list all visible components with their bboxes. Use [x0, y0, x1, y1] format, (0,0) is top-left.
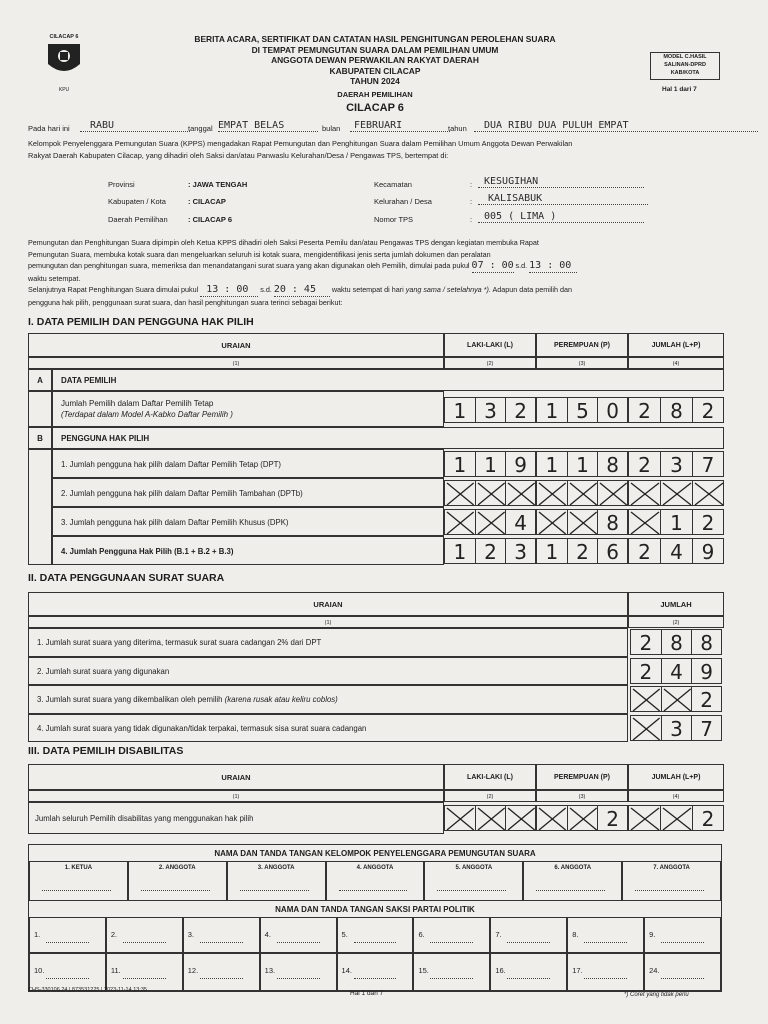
crossed-out-box — [444, 805, 475, 831]
procedure-line-5b: waktu setempat di hari — [331, 285, 404, 294]
kelurahan-value: KALISABUK — [478, 193, 648, 205]
saksi-number: 9. — [649, 930, 656, 939]
signature-line — [584, 942, 627, 943]
digit-box: 1 — [444, 397, 475, 423]
cross-mark-icon — [537, 510, 568, 536]
saksi-signature-cell[interactable] — [260, 917, 337, 953]
pada-hari-label: Pada hari ini — [28, 124, 70, 133]
kpps-signature-cell[interactable] — [622, 861, 721, 901]
kpps-signature-cell[interactable] — [227, 861, 326, 901]
count-end: 20 : 45 — [274, 284, 330, 297]
saksi-signature-cell[interactable] — [413, 953, 490, 991]
logo-text: CILACAP 6 — [49, 34, 79, 40]
saksi-number: 7. — [495, 930, 502, 939]
saksi-row-2 — [29, 953, 721, 991]
saksi-number: 3. — [187, 930, 195, 939]
signature-line — [123, 942, 166, 943]
procedure-line-4: waktu setempat. — [28, 273, 81, 283]
s1-a-letter: A — [28, 369, 52, 391]
digit-box: 3 — [661, 715, 692, 741]
s1-a-row-sub: (Terdapat dalam Model A-Kabko Daftar Pemilih ) — [61, 410, 233, 419]
saksi-number: 15. — [418, 966, 429, 975]
title-line-3: ANGGOTA DEWAN PERWAKILAN RAKYAT DAERAH — [271, 55, 479, 65]
kecamatan-value: KESUGIHAN — [478, 176, 644, 188]
crossed-out-box — [505, 805, 536, 831]
footer-code: CHS-330106.24 | 873531225 | 2023-11-14 13:35 — [28, 987, 147, 993]
tps-value: 005 ( LIMA ) — [478, 211, 644, 223]
cross-mark-icon — [476, 510, 507, 536]
bulan-value: FEBRUARI — [350, 120, 450, 132]
s2-row-values — [630, 715, 722, 741]
s1-b-spacer — [28, 449, 52, 565]
crossed-out-box — [475, 509, 506, 535]
document-title — [150, 34, 600, 87]
procedure-line-6: pengguna hak pilih, penggunaan surat suara, dan hasil penghitungan suara terinci sebagai berikut: — [28, 297, 343, 307]
s2-head-uraian: URAIAN — [28, 592, 628, 616]
digit-box: 9 — [692, 538, 724, 564]
procedure-line-5d: Adapun data pemilih dan — [492, 285, 572, 294]
location-block — [108, 176, 668, 232]
crossed-out-box — [628, 480, 660, 506]
kpu-emblem-icon — [38, 40, 90, 82]
signature-line — [46, 942, 89, 943]
cross-mark-icon — [629, 481, 661, 507]
cross-mark-icon — [598, 481, 629, 507]
s1-b-row-label: 1. Jumlah pengguna hak pilih dalam Daftar Pemilih Tetap (DPT) — [52, 449, 444, 478]
saksi-signature-cell[interactable] — [183, 953, 260, 991]
saksi-number: 16. — [495, 966, 506, 975]
title-line-4: KABUPATEN CILACAP — [329, 65, 421, 76]
digit-box: 2 — [630, 629, 661, 655]
s1-b-row-values — [444, 451, 724, 477]
tps-label: Nomor TPS — [374, 215, 414, 224]
s1-b-row-label: 4. Jumlah Pengguna Hak Pilih (B.1 + B.2 + B.3) — [52, 536, 444, 565]
dapil-label: Daerah Pemilihan — [108, 215, 168, 224]
signature-line — [354, 942, 397, 943]
signature-line — [661, 942, 704, 943]
saksi-signature-cell[interactable] — [337, 953, 414, 991]
cross-mark-icon — [693, 481, 725, 507]
digit-box: 8 — [597, 451, 628, 477]
kpps-row — [29, 861, 721, 901]
procedure-line-3: pemungutan dan penghitungan suara, memeriksa dan menandatangani surat suara yang akan digunakan oleh Pemilih, dimulai pada pukul — [28, 261, 470, 270]
kelurahan-label: Kelurahan / Desa — [374, 197, 432, 206]
s1-b-row-label: 2. Jumlah pengguna hak pilih dalam Daftar Pemilih Tambahan (DPTb) — [52, 478, 444, 507]
signature-line — [240, 890, 309, 891]
saksi-signature-cell[interactable] — [29, 917, 106, 953]
saksi-number: 12. — [187, 966, 199, 975]
count-start: 13 : 00 — [200, 284, 258, 297]
s2-row-values — [630, 629, 722, 655]
s3-head-p: PEREMPUAN (P) — [536, 764, 628, 790]
saksi-number: 1. — [34, 930, 41, 939]
digit-box: 1 — [536, 451, 567, 477]
saksi-signature-cell[interactable] — [644, 953, 721, 991]
crossed-out-box — [660, 480, 692, 506]
digit-box: 2 — [475, 538, 506, 564]
crossed-out-box — [567, 509, 598, 535]
digit-box: 9 — [691, 658, 722, 684]
section-1-table — [28, 333, 724, 565]
saksi-signature-cell[interactable] — [106, 953, 183, 991]
procedure-line-2: Pemungutan Suara, membuka kotak suara dan mengeluarkan seluruh isi kotak suara, mengidentifikasi jenis serta jumlah dokumen dan peralatan — [28, 249, 491, 259]
digit-box: 1 — [660, 509, 692, 535]
s2-row-text: 2. Jumlah surat suara yang digunakan — [37, 666, 170, 676]
signature-line — [507, 942, 550, 943]
daerah-value: CILACAP 6 — [346, 102, 404, 114]
section-2-title: II. DATA PENGGUNAAN SURAT SUARA — [28, 572, 225, 584]
digit-box: 2 — [692, 805, 724, 831]
cross-mark-icon — [631, 687, 662, 713]
cross-mark-icon — [506, 806, 537, 832]
digit-box: 1 — [475, 451, 506, 477]
s1-num-1: (1) — [28, 357, 444, 369]
digit-box: 8 — [691, 629, 722, 655]
cross-mark-icon — [568, 806, 599, 832]
saksi-number: 13. — [264, 966, 276, 975]
crossed-out-box — [661, 686, 692, 712]
saksi-signature-cell[interactable] — [413, 917, 490, 953]
saksi-signature-cell[interactable] — [644, 917, 721, 953]
digit-box: 4 — [660, 538, 692, 564]
s1-b-row-values — [444, 509, 724, 535]
digit-box: 3 — [505, 538, 536, 564]
logo-bottom-text: KPU — [58, 87, 70, 93]
section-2-table — [28, 592, 724, 742]
cross-mark-icon — [662, 687, 693, 713]
digit-box: 9 — [505, 451, 536, 477]
s1-b-letter: B — [28, 427, 52, 449]
saksi-signature-cell[interactable] — [260, 953, 337, 991]
s2-row-text: 3. Jumlah surat suara yang dikembalikan oleh pemilih — [37, 695, 223, 704]
digit-box: 2 — [597, 805, 628, 831]
kpps-role: 6. ANGGOTA — [554, 865, 592, 871]
procedure-line-5c: yang sama / setelahnya *). — [405, 285, 491, 294]
footer-page: Hal 1 dari 7 — [350, 990, 384, 997]
digit-box: 1 — [536, 538, 567, 564]
s3-head-l: LAKI-LAKI (L) — [444, 764, 536, 790]
kabkota-value: : CILACAP — [188, 197, 226, 206]
saksi-signature-cell[interactable] — [183, 917, 260, 953]
signature-line — [584, 978, 627, 979]
cross-mark-icon — [476, 806, 507, 832]
crossed-out-box — [536, 805, 567, 831]
signature-line — [123, 978, 166, 979]
saksi-signature-cell[interactable] — [337, 917, 414, 953]
page-label: Hal 1 dari 7 — [662, 86, 697, 93]
s3-num-2: (2) — [444, 790, 536, 802]
digit-box: 1 — [444, 451, 475, 477]
crossed-out-box — [475, 480, 506, 506]
saksi-signature-cell[interactable] — [490, 953, 567, 991]
saksi-signature-cell[interactable] — [567, 953, 644, 991]
kelurahan-colon: : — [470, 197, 473, 206]
end-time: 13 : 00 — [529, 260, 577, 273]
cross-mark-icon — [568, 510, 599, 536]
s3-values — [444, 805, 724, 831]
saksi-row-1 — [29, 917, 721, 953]
digit-box: 8 — [661, 629, 692, 655]
crossed-out-box — [597, 480, 628, 506]
s1-b-rows — [52, 449, 724, 565]
digit-box: 6 — [597, 538, 628, 564]
crossed-out-box — [628, 805, 660, 831]
saksi-signature-cell[interactable] — [106, 917, 183, 953]
cross-mark-icon — [537, 806, 568, 832]
digit-box: 2 — [567, 538, 598, 564]
saksi-signature-cell[interactable] — [490, 917, 567, 953]
digit-box: 5 — [567, 397, 598, 423]
cross-mark-icon — [445, 481, 476, 507]
digit-box: 1 — [444, 538, 475, 564]
s1-a-row-label: Jumlah Pemilih dalam Daftar Pemilih Tetap — [61, 399, 214, 408]
signature-line — [635, 890, 704, 891]
digit-box: 4 — [661, 658, 692, 684]
s1-num-2: (2) — [444, 357, 536, 369]
tanggal-label: tanggal — [188, 124, 213, 133]
daerah-label: DAERAH PEMILIHAN — [337, 90, 413, 99]
kpps-signature-cell[interactable] — [424, 861, 523, 901]
saksi-number: 11. — [110, 966, 121, 975]
s1-b-row-values — [444, 538, 724, 564]
s3-head-j: JUMLAH (L+P) — [628, 764, 724, 790]
provinsi-label: Provinsi — [108, 180, 135, 189]
model-line-2: SALINAN-DPRD — [664, 62, 706, 68]
signature-line — [437, 890, 506, 891]
s3-row-label: Jumlah seluruh Pemilih disabilitas yang menggunakan hak pilih — [28, 802, 444, 834]
s1-b-row-values — [444, 480, 724, 506]
tahun-label: tahun — [448, 124, 467, 133]
signature-line — [354, 978, 397, 979]
s3-head-uraian: URAIAN — [28, 764, 444, 790]
s1-head-uraian: URAIAN — [28, 333, 444, 357]
crossed-out-box — [630, 686, 661, 712]
sd-2: s.d. — [260, 285, 272, 294]
crossed-out-box — [660, 805, 692, 831]
cross-mark-icon — [445, 510, 476, 536]
signature-line — [430, 942, 473, 943]
intro-para-1: Kelompok Penyelenggara Pemungutan Suara (KPPS) mengadakan Rapat Pemungutan dan Penghitungan Suara dalam Pemilihan Umum Anggota Dewan Perwakilan — [28, 139, 573, 148]
s3-num-3: (3) — [536, 790, 628, 802]
s1-b-title: PENGGUNA HAK PILIH — [52, 427, 724, 449]
kecamatan-colon: : — [470, 180, 473, 189]
cross-mark-icon — [629, 510, 661, 536]
s3-num-1: (1) — [28, 790, 444, 802]
s2-row-text: 4. Jumlah surat suara yang tidak digunakan/tidak terpakai, termasuk sisa surat suara cadangan — [37, 723, 367, 733]
kpps-role: 4. ANGGOTA — [356, 865, 394, 871]
saksi-number: 2. — [110, 930, 118, 939]
digit-box: 2 — [505, 397, 536, 423]
s1-head-l: LAKI-LAKI (L) — [444, 333, 536, 357]
cross-mark-icon — [629, 806, 661, 832]
signature-line — [536, 890, 605, 891]
saksi-signature-cell[interactable] — [567, 917, 644, 953]
digit-box: 2 — [691, 686, 722, 712]
procedure-line-5-row — [28, 284, 758, 297]
intro-line — [28, 122, 748, 136]
start-time: 07 : 00 — [471, 260, 514, 271]
s1-a-values — [444, 397, 724, 423]
kpps-title: NAMA DAN TANDA TANGAN KELOMPOK PENYELENGGARA PEMUNGUTAN SUARA — [214, 849, 536, 858]
s2-row-values — [630, 658, 722, 684]
digit-box: 2 — [692, 509, 724, 535]
cross-mark-icon — [661, 481, 693, 507]
tps-colon: : — [470, 215, 473, 224]
model-line-1: MODEL C.HASIL — [663, 54, 707, 60]
digit-box: 2 — [628, 538, 660, 564]
s3-num-4: (4) — [628, 790, 724, 802]
kpps-signature-cell[interactable] — [29, 861, 128, 901]
kpps-role: 5. ANGGOTA — [455, 865, 493, 871]
intro-para-2: Rakyat Daerah Kabupaten Cilacap, yang dihadiri oleh Saksi dan/atau Panwaslu Kelurahan/Desa / Pengawas TPS, bertempat di: — [28, 151, 449, 160]
title-line-2: DI TEMPAT PEMUNGUTAN SUARA DALAM PEMILIHAN UMUM — [251, 44, 499, 55]
s1-head-p: PEREMPUAN (P) — [536, 333, 628, 357]
signature-line — [42, 890, 111, 891]
s2-num-2: (2) — [628, 616, 724, 628]
digit-box: 2 — [628, 397, 660, 423]
provinsi-value: : JAWA TENGAH — [188, 180, 248, 189]
cross-mark-icon — [568, 481, 599, 507]
s1-num-4: (4) — [628, 357, 724, 369]
crossed-out-box — [692, 480, 724, 506]
s2-row-label — [28, 628, 628, 657]
kpps-role: 2. ANGGOTA — [158, 865, 196, 871]
saksi-signature-cell[interactable] — [29, 953, 106, 991]
s2-row-label — [28, 685, 628, 714]
signature-line — [507, 978, 550, 979]
crossed-out-box — [536, 480, 567, 506]
cross-mark-icon — [631, 716, 662, 742]
crossed-out-box — [536, 509, 567, 535]
signature-line — [661, 978, 704, 979]
bulan-label: bulan — [322, 124, 341, 133]
crossed-out-box — [444, 480, 475, 506]
digit-box: 4 — [505, 509, 536, 535]
digit-box: 7 — [691, 715, 722, 741]
saksi-title: NAMA DAN TANDA TANGAN SAKSI PARTAI POLITIK — [275, 905, 475, 914]
kpps-signature-cell[interactable] — [128, 861, 227, 901]
saksi-number: 10. — [34, 966, 45, 975]
crossed-out-box — [630, 715, 661, 741]
s2-num-1: (1) — [28, 616, 628, 628]
hari-value: RABU — [80, 120, 190, 132]
signature-block — [28, 844, 722, 992]
signature-line — [200, 978, 243, 979]
title-line-5: TAHUN 2024 — [350, 76, 400, 86]
crossed-out-box — [475, 805, 506, 831]
s1-b-row-label: 3. Jumlah pengguna hak pilih dalam Daftar Pemilih Khusus (DPK) — [52, 507, 444, 536]
s2-head-j: JUMLAH — [628, 592, 724, 616]
digit-box: 3 — [475, 397, 506, 423]
s2-rows — [28, 628, 724, 742]
signature-line — [46, 978, 89, 979]
kpps-signature-cell[interactable] — [523, 861, 622, 901]
crossed-out-box — [628, 509, 660, 535]
kpps-signature-cell[interactable] — [326, 861, 425, 901]
saksi-number: 14. — [341, 966, 352, 975]
s1-a-spacer — [28, 391, 52, 427]
cross-mark-icon — [537, 481, 568, 507]
signature-line — [277, 978, 320, 979]
digit-box: 1 — [536, 397, 567, 423]
digit-box: 2 — [630, 658, 661, 684]
s1-head-j: JUMLAH (L+P) — [628, 333, 724, 357]
kpu-logo — [38, 34, 90, 93]
crossed-out-box — [567, 480, 598, 506]
tahun-value: DUA RIBU DUA PULUH EMPAT — [474, 120, 758, 132]
dapil-value: : CILACAP 6 — [188, 215, 233, 224]
saksi-number: 24. — [649, 966, 660, 975]
model-line-3: KAB/KOTA — [670, 70, 700, 76]
kpps-role: 1. KETUA — [64, 865, 93, 871]
cross-mark-icon — [476, 481, 507, 507]
procedure-line-1: Pemungutan dan Penghitungan Suara dipimpin oleh Ketua KPPS dihadiri oleh Saksi Peserta Pemilu dan/atau Pengawas TPS dengan kegiatan membuka Rapat — [28, 238, 539, 247]
digit-box: 3 — [660, 451, 692, 477]
saksi-number: 8. — [572, 930, 579, 939]
s2-row-label — [28, 714, 628, 743]
section-3-table — [28, 764, 724, 834]
footer-note: *) Coret yang tidak perlu — [624, 992, 689, 998]
s2-row-text: 1. Jumlah surat suara yang diterima, termasuk surat suara cadangan 2% dari DPT — [37, 638, 322, 647]
procedure-line-3-row — [28, 260, 758, 273]
cross-mark-icon — [661, 806, 693, 832]
digit-box: 2 — [692, 397, 724, 423]
s2-row-values — [630, 686, 722, 712]
crossed-out-box — [567, 805, 598, 831]
saksi-number: 4. — [264, 930, 271, 939]
sd-1: s.d. — [515, 261, 528, 270]
s1-num-3: (3) — [536, 357, 628, 369]
digit-box: 8 — [597, 509, 628, 535]
model-box — [650, 52, 720, 80]
signature-line — [141, 890, 210, 891]
kabkota-label: Kabupaten / Kota — [108, 197, 166, 206]
cross-mark-icon — [506, 481, 537, 507]
kpps-role: 3. ANGGOTA — [257, 865, 295, 871]
crossed-out-box — [444, 509, 475, 535]
kpps-role: 7. ANGGOTA — [653, 865, 690, 871]
digit-box: 7 — [692, 451, 724, 477]
saksi-number: 5. — [341, 930, 348, 939]
signature-line — [339, 890, 408, 891]
digit-box: 2 — [628, 451, 660, 477]
digit-box: 1 — [567, 451, 598, 477]
procedure-line-5a: Selanjutnya Rapat Penghitungan Suara dimulai pukul — [28, 285, 199, 294]
digit-box: 0 — [597, 397, 628, 423]
section-1-title: I. DATA PEMILIH DAN PENGGUNA HAK PILIH — [28, 316, 254, 328]
saksi-number: 6. — [418, 930, 425, 939]
signature-line — [430, 978, 473, 979]
kecamatan-label: Kecamatan — [374, 180, 412, 189]
cross-mark-icon — [445, 806, 476, 832]
signature-line — [277, 942, 320, 943]
section-3-title: III. DATA PEMILIH DISABILITAS — [28, 745, 184, 757]
crossed-out-box — [505, 480, 536, 506]
s2-row-label — [28, 657, 628, 686]
s1-a-title: DATA PEMILIH — [52, 369, 724, 391]
s2-row-italic: (karena rusak atau keliru coblos) — [222, 695, 338, 704]
s1-a-row-label-cell — [52, 391, 444, 427]
signature-line — [200, 942, 243, 943]
title-line-1: BERITA ACARA, SERTIFIKAT DAN CATATAN HASIL PENGHITUNGAN PEROLEHAN SUARA — [194, 34, 556, 44]
tanggal-value: EMPAT BELAS — [218, 120, 318, 132]
procedure-block — [28, 237, 758, 307]
saksi-number: 17. — [572, 966, 583, 975]
digit-box: 8 — [660, 397, 692, 423]
